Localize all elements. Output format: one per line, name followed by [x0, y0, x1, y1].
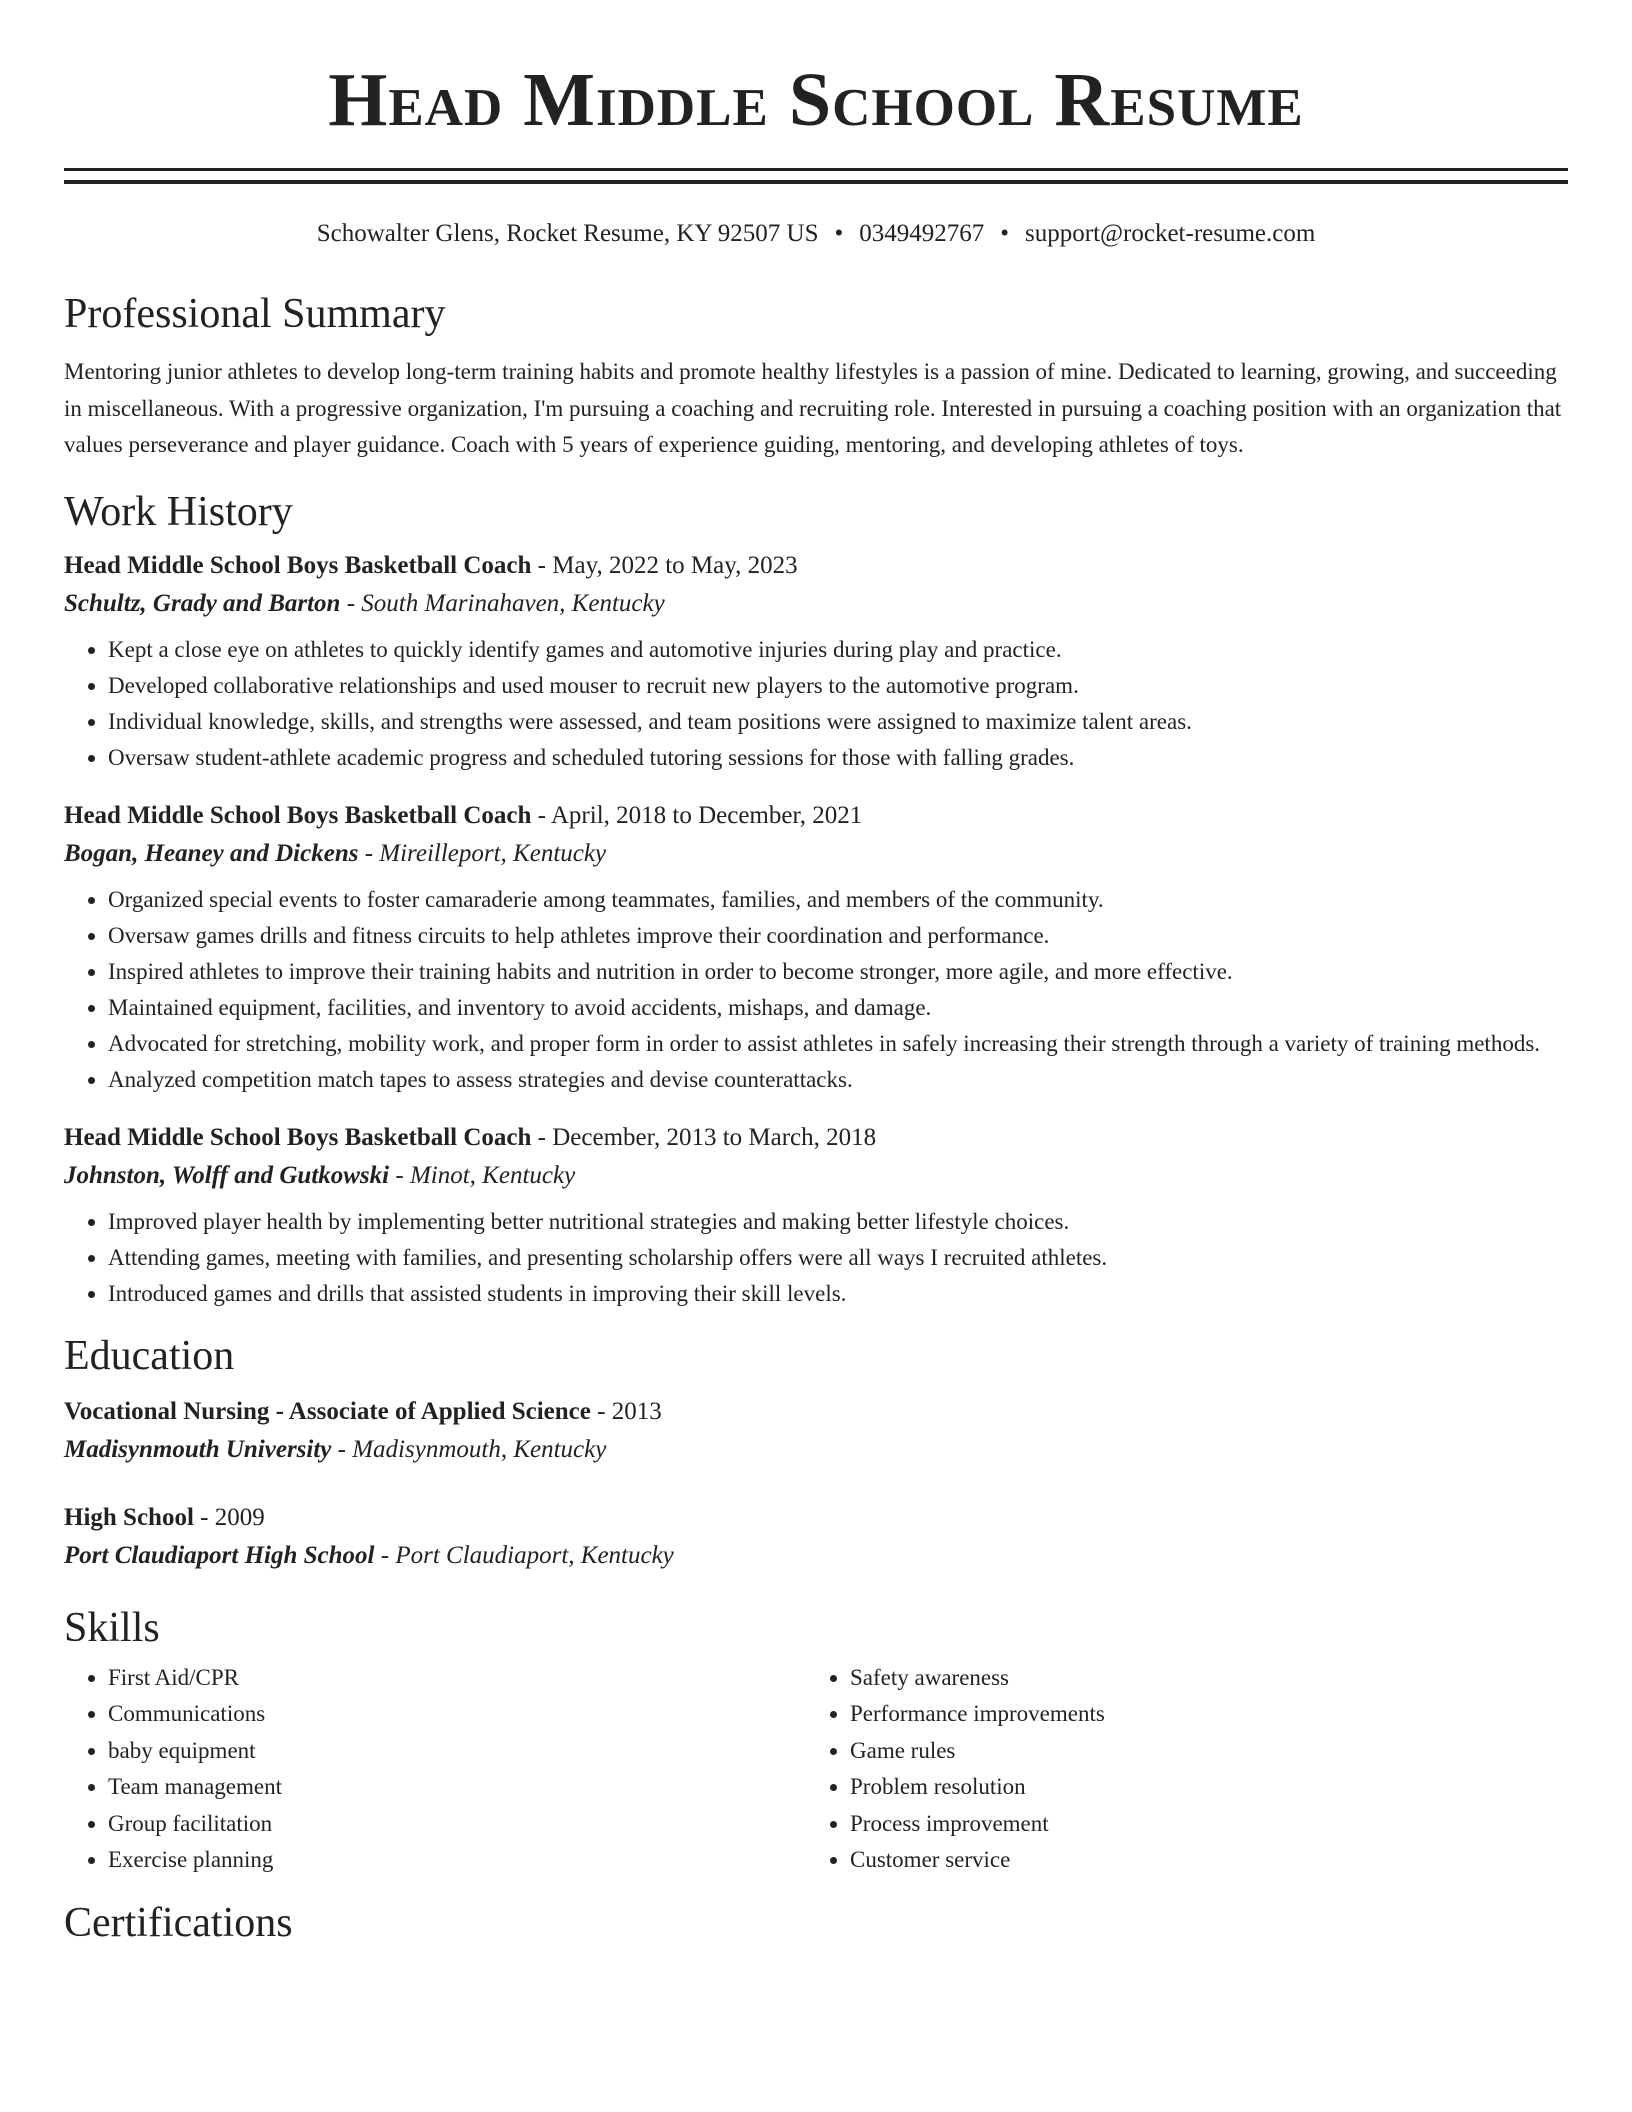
job-bullet: • Developed collaborative relationships and used mouser to recruit new players to the automotive program.	[108, 668, 1568, 704]
job-dates: April, 2018 to December, 2021	[550, 801, 863, 829]
contact-phone: 0349492767	[859, 220, 985, 247]
job-bullet: • Analyzed competition match tapes to assess strategies and devise counterattacks.	[108, 1062, 1568, 1098]
certifications-heading: Certifications	[64, 1899, 293, 1946]
education-school: Port Claudiaport High School	[64, 1541, 375, 1569]
job-bullet: • Kept a close eye on athletes to quickly identify games and automotive injuries during play and practice.	[108, 632, 1568, 668]
job-dates: May, 2022 to May, 2023	[552, 551, 798, 579]
education-degree: Vocational Nursing - Associate of Applied Science	[64, 1397, 591, 1425]
skill-item: • Problem resolution	[850, 1769, 1548, 1806]
job-role: Head Middle School Boys Basketball Coach	[64, 801, 532, 829]
skill-item: • Group facilitation	[108, 1806, 806, 1843]
job-header: Head Middle School Boys Basketball Coach - May, 2022 to May, 2023	[64, 551, 798, 579]
education-institution: Madisynmouth University - Madisynmouth, Kentucky	[64, 1435, 607, 1463]
education-header: High School - 2009	[64, 1503, 265, 1531]
job-entry	[64, 548, 1568, 776]
resume-title: Head Middle School Resume	[328, 58, 1304, 142]
job-bullet: • Individual knowledge, skills, and strengths were assessed, and team positions were assigned to maximize talent areas.	[108, 704, 1568, 740]
education-entry	[64, 1500, 1568, 1576]
contact-line	[64, 218, 1568, 250]
contact-separator: •	[834, 220, 844, 247]
education-location: Madisynmouth, Kentucky	[352, 1435, 607, 1463]
skills-heading: Skills	[64, 1604, 160, 1651]
skill-item: • First Aid/CPR	[108, 1660, 806, 1697]
job-location: Mireilleport, Kentucky	[379, 839, 607, 867]
job-bullet: • Attending games, meeting with families, and presenting scholarship offers were all ways I recruited athletes.	[108, 1240, 1568, 1276]
skill-item: • Team management	[108, 1769, 806, 1806]
summary-heading: Professional Summary	[64, 291, 446, 337]
education-school: Madisynmouth University	[64, 1435, 332, 1463]
skill-item: • Process improvement	[850, 1806, 1548, 1843]
job-bullet: • Oversaw games drills and fitness circuits to help athletes improve their coordination and performance.	[108, 918, 1568, 954]
job-location: Minot, Kentucky	[409, 1161, 576, 1189]
resume-page	[64, 0, 1568, 1949]
education-header: Vocational Nursing - Associate of Applied Science - 2013	[64, 1397, 662, 1425]
work-history-heading: Work History	[64, 488, 293, 535]
job-bullets	[64, 1204, 1568, 1312]
skill-item: • Customer service	[850, 1842, 1548, 1879]
job-header: Head Middle School Boys Basketball Coach - December, 2013 to March, 2018	[64, 1123, 877, 1151]
job-bullets	[64, 882, 1568, 1098]
skills-grid	[64, 1660, 1568, 1879]
skill-item: • Safety awareness	[850, 1660, 1548, 1697]
job-employer: Bogan, Heaney and Dickens - Mireilleport, Kentucky	[64, 839, 607, 867]
job-company: Bogan, Heaney and Dickens	[64, 839, 359, 867]
skill-item: • Game rules	[850, 1733, 1548, 1770]
education-year: 2013	[611, 1397, 662, 1425]
skill-item: • Exercise planning	[108, 1842, 806, 1879]
job-entry	[64, 798, 1568, 1098]
job-bullet: • Maintained equipment, facilities, and inventory to avoid accidents, mishaps, and damage.	[108, 990, 1568, 1026]
job-dates: December, 2013 to March, 2018	[552, 1123, 877, 1151]
contact-separator: •	[1000, 220, 1010, 247]
job-company: Johnston, Wolff and Gutkowski	[64, 1161, 390, 1189]
education-heading: Education	[64, 1332, 235, 1379]
skill-item: • baby equipment	[108, 1733, 806, 1770]
skill-item: • Communications	[108, 1696, 806, 1733]
job-bullet: • Introduced games and drills that assisted students in improving their skill levels.	[108, 1276, 1568, 1312]
title-divider	[64, 168, 1568, 184]
skills-column-left	[64, 1660, 806, 1879]
contact-email[interactable]: support@rocket-resume.com	[1025, 220, 1316, 247]
education-institution: Port Claudiaport High School - Port Claudiaport, Kentucky	[64, 1541, 674, 1569]
job-entry	[64, 1120, 1568, 1312]
job-bullet: • Inspired athletes to improve their training habits and nutrition in order to become stronger, more agile, and more effective.	[108, 954, 1568, 990]
contact-address: Schowalter Glens, Rocket Resume, KY 92507 US	[316, 220, 819, 247]
job-location: South Marinahaven, Kentucky	[361, 589, 665, 617]
job-bullet: • Oversaw student-athlete academic progress and scheduled tutoring sessions for those with falling grades.	[108, 740, 1568, 776]
education-location: Port Claudiaport, Kentucky	[395, 1541, 674, 1569]
job-employer: Schultz, Grady and Barton - South Marinahaven, Kentucky	[64, 589, 665, 617]
job-bullet: • Improved player health by implementing better nutritional strategies and making better lifestyle choices.	[108, 1204, 1568, 1240]
job-role: Head Middle School Boys Basketball Coach	[64, 551, 532, 579]
job-role: Head Middle School Boys Basketball Coach	[64, 1123, 532, 1151]
job-bullet: • Advocated for stretching, mobility work, and proper form in order to assist athletes in safely increasing their strength through a variety of training methods.	[108, 1026, 1568, 1062]
job-header: Head Middle School Boys Basketball Coach - April, 2018 to December, 2021	[64, 801, 863, 829]
education-year: 2009	[214, 1503, 265, 1531]
summary-text: Mentoring junior athletes to develop long-term training habits and promote healthy lifestyles is a passion of mine. Dedicated to learning, growing, and succeeding in miscellaneous. With a progressive organization, I'm pursuing a coaching and recruiting role. Interested in pursuing a coaching position with an organization that values perseverance and player guidance. Coach with 5 years of experience guiding, mentoring, and developing athletes of toys.	[64, 359, 1562, 457]
job-bullets	[64, 632, 1568, 776]
job-employer: Johnston, Wolff and Gutkowski - Minot, Kentucky	[64, 1161, 576, 1189]
job-company: Schultz, Grady and Barton	[64, 589, 341, 617]
skills-column-right	[806, 1660, 1548, 1879]
education-entry	[64, 1394, 1568, 1470]
job-bullet: • Organized special events to foster camaraderie among teammates, families, and members of the community.	[108, 882, 1568, 918]
education-degree: High School	[64, 1503, 194, 1531]
skill-item: • Performance improvements	[850, 1696, 1548, 1733]
